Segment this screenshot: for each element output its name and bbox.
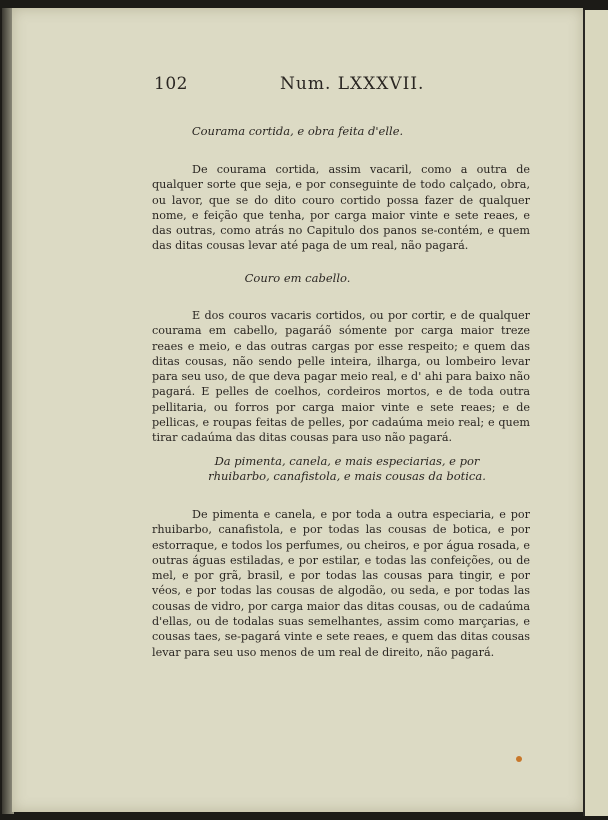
paragraph-text: E dos couros vacaris cortidos, ou por cortir, e de qualquer courama em cabello, pagaráõ sómente por carga maior treze reaes e meio, e das outras cargas por esse respeito; e quem das ditas cousas, não sendo pelle inteira, ilharga, ou lombeiro levar para seu uso, de que deva pagar meio real, e d' ahi para baixo não pagará. E pelles de coelhos, cordeiros mortos, e de toda outra pellitaria, ou forros por carga maior vinte e sete reaes; e de pellicas, e roupas feitas de pelles, por cadaúma meio real; e quem tirar cadaúma das ditas cousas para uso não pagará. xyxy=(152,309,530,445)
paragraph-courama xyxy=(152,162,530,254)
paragraph-couro xyxy=(152,308,530,446)
next-page-edge xyxy=(583,10,608,816)
document-page xyxy=(12,8,583,812)
section-title-pimenta: Da pimenta, canela, e mais especiarias, e por rhuibarbo, canafistola, e mais cousas da botica. xyxy=(208,454,486,483)
running-title: Num. LXXXVII. xyxy=(280,74,425,94)
page-header xyxy=(12,74,583,98)
section-title-couro: Couro em cabello. xyxy=(244,271,351,285)
paper-stain-dot xyxy=(516,756,522,762)
paragraph-pimenta xyxy=(152,507,530,660)
page-number: 102 xyxy=(154,74,188,94)
paragraph-text: De courama cortida, assim vacaril, como a outra de qualquer sorte que seja, e por conseguinte de todo calçado, obra, ou lavor, que se do dito couro cortido possa fazer de qualquer nome, e feição que tenha, por carga maior vinte e sete reaes, e das outras, como atrás no Capitulo dos panos se-contém, e quem das ditas cousas levar até paga de um real, não pagará. xyxy=(152,163,530,253)
paragraph-text: De pimenta e canela, e por toda a outra especiaria, e por rhuibarbo, canafistola, e por todas las cousas de botica, e por estorraque, e todos los perfumes, ou cheiros, e por água rosada, e outras águas estiladas, e por estilar, e todas las confeições, ou de mel, e por grã, brasil, e por todas las cousas para tingir, e por véos, e por todas las cousas de algodão, ou seda, e por todas las cousas de vidro, por carga maior das ditas cousas, ou de cadaúma d'ellas, ou de todalas suas semelhantes, assim como marçarias, e cousas taes, se-pagará vinte e sete reaes, e quem das ditas cousas levar para seu uso menos de um real de direito, não pagará. xyxy=(152,508,530,659)
section-title-courama: Courama cortida, e obra feita d'elle. xyxy=(191,124,404,138)
